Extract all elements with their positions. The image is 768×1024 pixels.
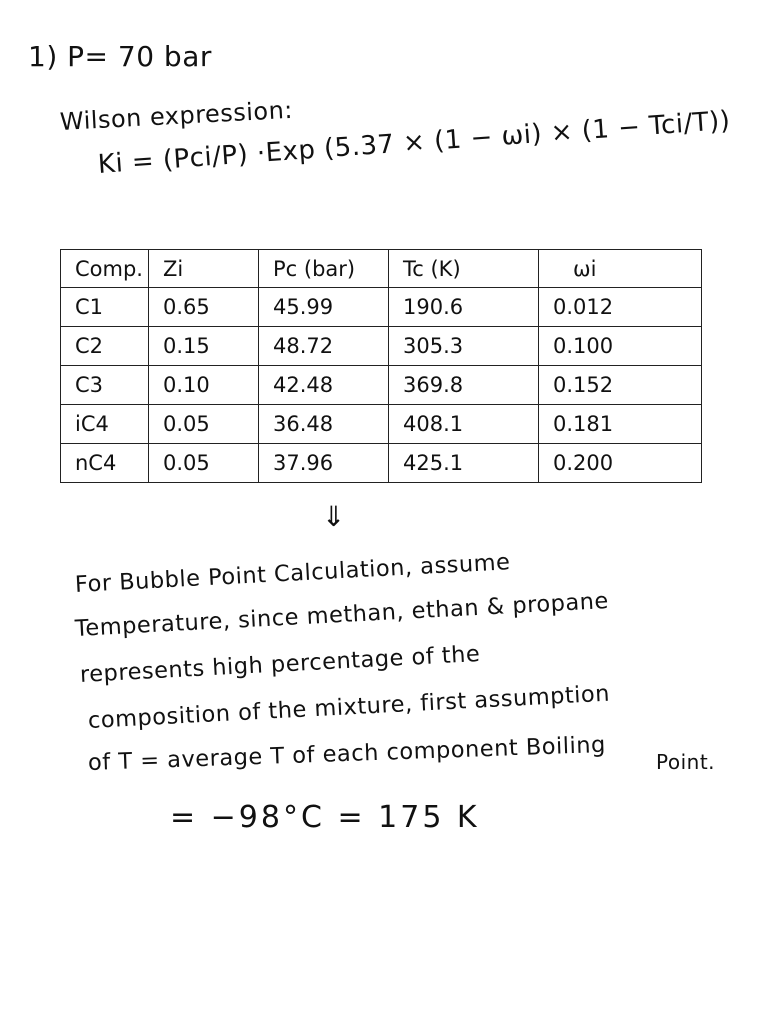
cell-comp: C2 <box>61 327 149 366</box>
cell-pc: 42.48 <box>259 366 389 405</box>
header-comp: Comp. <box>61 250 149 288</box>
cell-pc: 37.96 <box>259 444 389 483</box>
formula-exp: ·Exp <box>255 134 317 169</box>
table-row <box>61 288 702 327</box>
cell-omega: 0.100 <box>539 327 702 366</box>
note-line-5: of T = average T of each component Boiling <box>87 731 607 776</box>
problem-statement: 1) P= 70 bar <box>28 40 212 73</box>
header-tc: Tc (K) <box>389 250 539 288</box>
note-line-1: For Bubble Point Calculation, assume <box>74 549 512 598</box>
cell-pc: 45.99 <box>259 288 389 327</box>
component-properties-table <box>60 249 702 483</box>
cell-pc: 48.72 <box>259 327 389 366</box>
down-arrow-icon: ⇓ <box>322 500 346 533</box>
table-row <box>61 366 702 405</box>
cell-comp: nC4 <box>61 444 149 483</box>
cell-zi: 0.05 <box>149 405 259 444</box>
cell-tc: 190.6 <box>389 288 539 327</box>
wilson-expression-title: Wilson expression: <box>59 95 294 136</box>
cell-zi: 0.05 <box>149 444 259 483</box>
cell-zi: 0.10 <box>149 366 259 405</box>
cell-comp: C1 <box>61 288 149 327</box>
cell-tc: 369.8 <box>389 366 539 405</box>
temperature-result: = −98°C = 175 K <box>170 800 480 835</box>
cell-omega: 0.012 <box>539 288 702 327</box>
formula-lhs: Ki = <box>96 146 156 180</box>
cell-tc: 408.1 <box>389 405 539 444</box>
table-row <box>61 405 702 444</box>
formula-body: (5.37 × (1 − ωi) × (1 − Tci/T)) <box>323 105 732 165</box>
cell-tc: 305.3 <box>389 327 539 366</box>
formula-pressure-ratio: (Pci/P) <box>161 139 250 176</box>
cell-tc: 425.1 <box>389 444 539 483</box>
cell-omega: 0.181 <box>539 405 702 444</box>
table-row <box>61 327 702 366</box>
table-row <box>61 444 702 483</box>
header-zi: Zi <box>149 250 259 288</box>
note-line-6: Point. <box>656 750 716 774</box>
header-pc: Pc (bar) <box>259 250 389 288</box>
cell-zi: 0.65 <box>149 288 259 327</box>
cell-zi: 0.15 <box>149 327 259 366</box>
cell-pc: 36.48 <box>259 405 389 444</box>
note-line-3: represents high percentage of the <box>79 641 481 688</box>
note-line-4: composition of the mixture, first assumption <box>87 680 611 734</box>
cell-omega: 0.152 <box>539 366 702 405</box>
cell-comp: C3 <box>61 366 149 405</box>
cell-comp: iC4 <box>61 405 149 444</box>
header-omega: ωi <box>539 250 702 288</box>
note-line-2: Temperature, since methan, ethan & propane <box>74 588 610 642</box>
table-header-row <box>61 250 702 288</box>
cell-omega: 0.200 <box>539 444 702 483</box>
